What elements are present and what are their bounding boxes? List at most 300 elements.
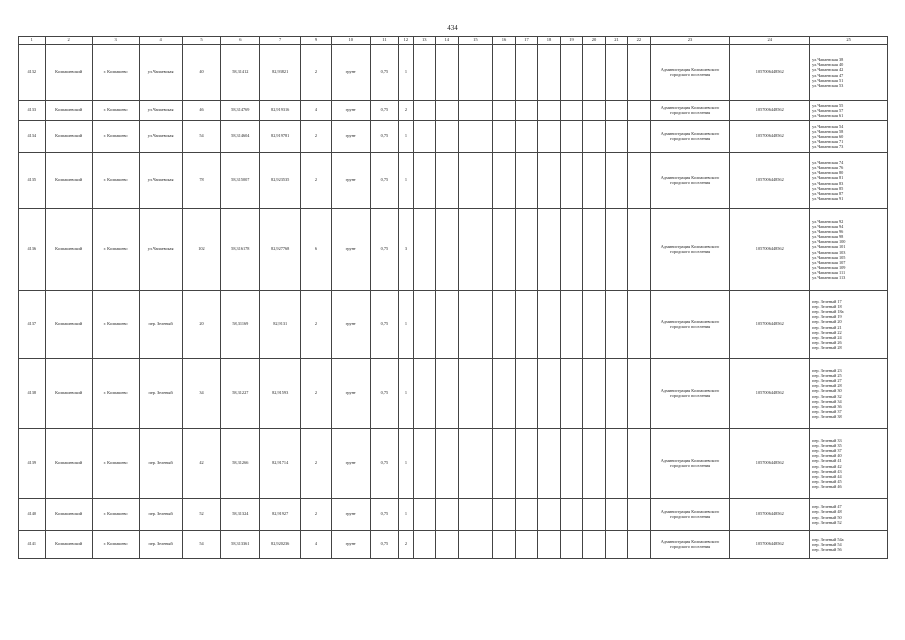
cell-empty (583, 101, 605, 121)
cell-volume: 0,75 (370, 153, 399, 209)
cell-volume: 0,75 (370, 209, 399, 291)
address-line: ул.Чапаевская 91 (812, 195, 844, 201)
cell-qty: 1 (399, 429, 413, 499)
cell-house: 52 (182, 499, 221, 531)
address-line: пер. Зеленый 54а (812, 536, 844, 542)
address-line: ул.Чапаевская 54 (812, 123, 844, 129)
cell-district: Колпашевский (45, 45, 92, 101)
address-line: ул.Чапаевская 57 (812, 107, 844, 113)
cell-empty (560, 429, 582, 499)
address-line: пер. Зеленый 43 (812, 468, 842, 474)
address-line: пер. Зеленый 54 (812, 541, 842, 547)
cell-volume: 0,75 (370, 101, 399, 121)
cell-empty (605, 45, 627, 101)
column-header: 11 (370, 37, 399, 45)
cell-empty (413, 153, 435, 209)
cell-organization: Администрация Колпашевского городского поселения (650, 101, 730, 121)
cell-id: 4136 (19, 209, 46, 291)
cell-empty (458, 153, 493, 209)
header-row (19, 37, 888, 45)
cell-addresses (810, 45, 888, 101)
column-header: 14 (436, 37, 458, 45)
cell-empty (628, 291, 650, 359)
cell-empty (605, 429, 627, 499)
cell-empty (458, 101, 493, 121)
table-row (19, 209, 888, 291)
cell-empty (628, 121, 650, 153)
address-line: ул.Чапаевская 113 (812, 275, 846, 281)
cell-empty (436, 291, 458, 359)
cell-qty: 2 (399, 531, 413, 559)
cell-empty (515, 429, 537, 499)
cell-empty (628, 153, 650, 209)
cell-empty (560, 291, 582, 359)
cell-id: 4138 (19, 359, 46, 429)
cell-district: Колпашевский (45, 359, 92, 429)
cell-empty (628, 101, 650, 121)
cell-empty (560, 531, 582, 559)
cell-empty (436, 531, 458, 559)
cell-district: Колпашевский (45, 429, 92, 499)
address-line: ул.Чапаевская 71 (812, 139, 844, 145)
cell-volume: 0,75 (370, 121, 399, 153)
cell-empty (493, 101, 515, 121)
cell-lon: 82,923535 (260, 153, 301, 209)
cell-empty (515, 291, 537, 359)
cell-empty (458, 45, 493, 101)
cell-empty (560, 359, 582, 429)
cell-organization: Администрация Колпашевского городского поселения (650, 121, 730, 153)
cell-ogrn: 1057006448562 (730, 121, 810, 153)
cell-volume: 0,75 (370, 45, 399, 101)
cell-empty (538, 499, 560, 531)
column-header: 23 (650, 37, 730, 45)
cell-empty (493, 121, 515, 153)
cell-empty (583, 153, 605, 209)
cell-surface: грунт (331, 153, 370, 209)
cell-id: 4133 (19, 101, 46, 121)
cell-qty: 1 (399, 153, 413, 209)
cell-count: 2 (301, 291, 332, 359)
address-line: пер. Зеленый 47 (812, 504, 842, 510)
cell-lat: 58,313361 (221, 531, 260, 559)
cell-empty (583, 499, 605, 531)
cell-empty (458, 359, 493, 429)
cell-lon: 82,91927 (260, 499, 301, 531)
address-line: пер. Зеленый 41 (812, 458, 842, 464)
column-header: 12 (399, 37, 413, 45)
cell-empty (605, 291, 627, 359)
cell-count: 2 (301, 121, 332, 153)
address-line: пер. Зеленый 40 (812, 453, 842, 459)
cell-empty (436, 209, 458, 291)
cell-empty (560, 45, 582, 101)
cell-street: пер. Зеленый (139, 499, 182, 531)
cell-empty (458, 429, 493, 499)
cell-surface: грунт (331, 531, 370, 559)
address-line: пер. Зеленый 42 (812, 463, 842, 469)
cell-empty (628, 209, 650, 291)
cell-settlement: г. Колпашево (92, 531, 139, 559)
address-line: ул.Чапаевская 100 (812, 239, 846, 245)
table-row (19, 499, 888, 531)
cell-empty (436, 429, 458, 499)
cell-ogrn: 1057006448562 (730, 45, 810, 101)
address-line: ул.Чапаевская 109 (812, 264, 846, 270)
cell-surface: грунт (331, 359, 370, 429)
column-header: 5 (182, 37, 221, 45)
cell-count: 2 (301, 499, 332, 531)
cell-house: 78 (182, 153, 221, 209)
column-header: 25 (810, 37, 888, 45)
address-line: пер. Зеленый 28 (812, 345, 842, 351)
cell-settlement: г. Колпашево (92, 121, 139, 153)
column-header: 1 (19, 37, 46, 45)
cell-ogrn: 1057006448562 (730, 531, 810, 559)
cell-empty (493, 429, 515, 499)
address-line: ул.Чапаевская 101 (812, 244, 846, 250)
cell-qty: 2 (399, 101, 413, 121)
cell-district: Колпашевский (45, 209, 92, 291)
cell-empty (538, 45, 560, 101)
cell-empty (560, 121, 582, 153)
cell-lat: 58,314604 (221, 121, 260, 153)
cell-settlement: г. Колпашево (92, 209, 139, 291)
cell-lon: 82,920236 (260, 531, 301, 559)
address-line: пер. Зеленый 20 (812, 319, 842, 325)
cell-surface: грунт (331, 121, 370, 153)
address-line: ул.Чапаевская 42 (812, 67, 844, 73)
table-row (19, 45, 888, 101)
cell-empty (515, 121, 537, 153)
cell-addresses (810, 531, 888, 559)
column-header: 20 (583, 37, 605, 45)
table-row (19, 121, 888, 153)
cell-ogrn: 1057006448562 (730, 209, 810, 291)
cell-empty (436, 359, 458, 429)
cell-organization: Администрация Колпашевского городского поселения (650, 209, 730, 291)
cell-empty (413, 531, 435, 559)
table-row (19, 531, 888, 559)
address-line: пер. Зеленый 19 (812, 314, 842, 320)
address-line: пер. Зеленый 48 (812, 509, 842, 515)
cell-count: 2 (301, 153, 332, 209)
address-line: пер. Зеленый 37 (812, 408, 842, 414)
register-table (18, 36, 888, 559)
cell-volume: 0,75 (370, 429, 399, 499)
cell-street: ул.Чапаевская (139, 45, 182, 101)
cell-empty (458, 531, 493, 559)
cell-street: ул.Чапаевская (139, 121, 182, 153)
cell-addresses (810, 499, 888, 531)
cell-street: ул.Чапаевская (139, 153, 182, 209)
cell-id: 4135 (19, 153, 46, 209)
address-line: пер. Зеленый 22 (812, 329, 842, 335)
address-line: пер. Зеленый 17 (812, 298, 842, 304)
cell-ogrn: 1057006448562 (730, 101, 810, 121)
address-line: пер. Зеленый 35 (812, 442, 842, 448)
cell-empty (493, 359, 515, 429)
column-header: 24 (730, 37, 810, 45)
column-header: 10 (331, 37, 370, 45)
cell-district: Колпашевский (45, 291, 92, 359)
cell-ogrn: 1057006448562 (730, 291, 810, 359)
address-line: ул.Чапаевская 81 (812, 175, 844, 181)
cell-empty (583, 209, 605, 291)
cell-empty (436, 45, 458, 101)
cell-empty (413, 209, 435, 291)
cell-empty (436, 499, 458, 531)
cell-empty (458, 291, 493, 359)
cell-empty (515, 531, 537, 559)
address-line: ул.Чапаевская 94 (812, 223, 844, 229)
column-header: 19 (560, 37, 582, 45)
cell-lat: 58,315007 (221, 153, 260, 209)
address-line: пер. Зеленый 45 (812, 478, 842, 484)
cell-district: Колпашевский (45, 531, 92, 559)
address-line: ул.Чапаевская 105 (812, 254, 846, 260)
cell-street: ул.Чапаевская (139, 209, 182, 291)
address-line: пер. Зеленый 21 (812, 324, 842, 330)
address-line: ул.Чапаевская 87 (812, 190, 844, 196)
cell-empty (583, 291, 605, 359)
cell-empty (538, 209, 560, 291)
cell-surface: грунт (331, 209, 370, 291)
cell-addresses (810, 101, 888, 121)
cell-qty: 1 (399, 45, 413, 101)
cell-empty (458, 499, 493, 531)
cell-empty (413, 429, 435, 499)
cell-lat: 58,31324 (221, 499, 260, 531)
address-line: пер. Зеленый 24 (812, 334, 842, 340)
cell-street: ул.Чапаевская (139, 101, 182, 121)
cell-count: 2 (301, 429, 332, 499)
cell-lat: 58,316178 (221, 209, 260, 291)
cell-empty (583, 121, 605, 153)
cell-house: 42 (182, 429, 221, 499)
column-header: 17 (515, 37, 537, 45)
cell-organization: Администрация Колпашевского городского поселения (650, 531, 730, 559)
cell-surface: грунт (331, 499, 370, 531)
cell-surface: грунт (331, 429, 370, 499)
cell-lon: 82,93821 (260, 45, 301, 101)
cell-count: 4 (301, 101, 332, 121)
cell-district: Колпашевский (45, 121, 92, 153)
cell-id: 4140 (19, 499, 46, 531)
cell-empty (493, 209, 515, 291)
cell-district: Колпашевский (45, 101, 92, 121)
address-line: ул.Чапаевская 98 (812, 234, 844, 240)
cell-house: 34 (182, 359, 221, 429)
cell-house: 54 (182, 121, 221, 153)
cell-id: 4132 (19, 45, 46, 101)
cell-volume: 0,75 (370, 291, 399, 359)
address-line: ул.Чапаевская 96 (812, 228, 844, 234)
cell-settlement: г. Колпашево (92, 359, 139, 429)
address-line: ул.Чапаевская 51 (812, 77, 844, 83)
cell-organization: Администрация Колпашевского городского поселения (650, 499, 730, 531)
cell-empty (538, 359, 560, 429)
table-row (19, 291, 888, 359)
column-header: 9 (301, 37, 332, 45)
cell-lat: 58,31227 (221, 359, 260, 429)
address-line: пер. Зеленый 18а (812, 309, 844, 315)
cell-empty (538, 291, 560, 359)
cell-empty (605, 359, 627, 429)
cell-house: 46 (182, 101, 221, 121)
column-header: 3 (92, 37, 139, 45)
cell-addresses (810, 121, 888, 153)
table-row (19, 429, 888, 499)
column-header: 2 (45, 37, 92, 45)
cell-lon: 82,919781 (260, 121, 301, 153)
table-row (19, 153, 888, 209)
column-header: 7 (260, 37, 301, 45)
cell-surface: грунт (331, 101, 370, 121)
cell-volume: 0,75 (370, 359, 399, 429)
cell-empty (628, 499, 650, 531)
cell-empty (605, 101, 627, 121)
address-line: ул.Чапаевская 60 (812, 133, 844, 139)
address-line: пер. Зеленый 52 (812, 519, 842, 525)
address-line: ул.Чапаевская 85 (812, 185, 844, 191)
cell-surface: грунт (331, 291, 370, 359)
address-line: ул.Чапаевская 61 (812, 113, 844, 119)
address-line: ул.Чапаевская 53 (812, 82, 844, 88)
cell-lon: 82,91714 (260, 429, 301, 499)
address-line: ул.Чапаевская 47 (812, 72, 844, 78)
cell-empty (493, 153, 515, 209)
cell-empty (515, 209, 537, 291)
cell-empty (605, 153, 627, 209)
cell-empty (628, 531, 650, 559)
cell-empty (583, 531, 605, 559)
cell-lat: 58,314769 (221, 101, 260, 121)
column-header: 18 (538, 37, 560, 45)
cell-lon: 82,9131 (260, 291, 301, 359)
cell-addresses (810, 153, 888, 209)
address-line: ул.Чапаевская 103 (812, 249, 846, 255)
cell-house: 20 (182, 291, 221, 359)
column-header: 13 (413, 37, 435, 45)
address-line: пер. Зеленый 50 (812, 514, 842, 520)
cell-empty (560, 499, 582, 531)
cell-house: 102 (182, 209, 221, 291)
table-body (19, 45, 888, 559)
cell-lon: 82,919316 (260, 101, 301, 121)
column-header: 21 (605, 37, 627, 45)
address-line: пер. Зеленый 28 (812, 383, 842, 389)
cell-count: 6 (301, 209, 332, 291)
cell-settlement: г. Колпашево (92, 45, 139, 101)
cell-addresses (810, 429, 888, 499)
cell-house: 54 (182, 531, 221, 559)
cell-empty (493, 531, 515, 559)
cell-volume: 0,75 (370, 499, 399, 531)
cell-empty (583, 45, 605, 101)
cell-id: 4134 (19, 121, 46, 153)
table-row (19, 359, 888, 429)
cell-qty: 1 (399, 499, 413, 531)
address-line: пер. Зеленый 18 (812, 303, 842, 309)
address-line: ул.Чапаевская 40 (812, 62, 844, 68)
column-header: 6 (221, 37, 260, 45)
address-line: пер. Зеленый 25 (812, 372, 842, 378)
cell-empty (493, 499, 515, 531)
cell-id: 4141 (19, 531, 46, 559)
cell-addresses (810, 359, 888, 429)
address-line: пер. Зеленый 44 (812, 473, 842, 479)
address-line: ул.Чапаевская 111 (812, 270, 846, 276)
address-line: ул.Чапаевская 92 (812, 218, 844, 224)
cell-count: 2 (301, 45, 332, 101)
cell-empty (605, 121, 627, 153)
cell-empty (515, 153, 537, 209)
cell-settlement: г. Колпашево (92, 499, 139, 531)
cell-count: 4 (301, 531, 332, 559)
address-line: пер. Зеленый 32 (812, 393, 842, 399)
page-number: 434 (447, 24, 458, 32)
cell-organization: Администрация Колпашевского городского поселения (650, 359, 730, 429)
column-header: 22 (628, 37, 650, 45)
cell-id: 4137 (19, 291, 46, 359)
cell-empty (436, 153, 458, 209)
cell-district: Колпашевский (45, 153, 92, 209)
cell-addresses (810, 291, 888, 359)
cell-settlement: г. Колпашево (92, 153, 139, 209)
cell-volume: 0,75 (370, 531, 399, 559)
cell-empty (628, 429, 650, 499)
cell-empty (436, 101, 458, 121)
cell-empty (515, 101, 537, 121)
column-header: 16 (493, 37, 515, 45)
cell-settlement: г. Колпашево (92, 101, 139, 121)
cell-empty (605, 499, 627, 531)
cell-lon: 82,91593 (260, 359, 301, 429)
cell-id: 4139 (19, 429, 46, 499)
address-line: ул.Чапаевская 38 (812, 57, 844, 63)
cell-empty (538, 531, 560, 559)
address-line: ул.Чапаевская 83 (812, 180, 844, 186)
cell-ogrn: 1057006448562 (730, 153, 810, 209)
address-line: ул.Чапаевская 74 (812, 159, 844, 165)
cell-empty (605, 209, 627, 291)
column-header: 4 (139, 37, 182, 45)
cell-lat: 58,31169 (221, 291, 260, 359)
cell-count: 2 (301, 359, 332, 429)
column-header: 15 (458, 37, 493, 45)
cell-empty (515, 359, 537, 429)
cell-addresses (810, 209, 888, 291)
cell-empty (413, 499, 435, 531)
cell-empty (515, 45, 537, 101)
cell-empty (413, 359, 435, 429)
cell-empty (628, 359, 650, 429)
address-line: пер. Зеленый 23 (812, 367, 842, 373)
cell-house: 40 (182, 45, 221, 101)
cell-empty (515, 499, 537, 531)
cell-empty (583, 429, 605, 499)
cell-organization: Администрация Колпашевского городского поселения (650, 153, 730, 209)
table-row (19, 101, 888, 121)
cell-qty: 1 (399, 359, 413, 429)
cell-empty (413, 291, 435, 359)
cell-ogrn: 1057006448562 (730, 359, 810, 429)
address-line: ул.Чапаевская 58 (812, 128, 844, 134)
cell-street: пер. Зеленый (139, 291, 182, 359)
address-line: ул.Чапаевская 73 (812, 144, 844, 150)
cell-qty: 3 (399, 209, 413, 291)
